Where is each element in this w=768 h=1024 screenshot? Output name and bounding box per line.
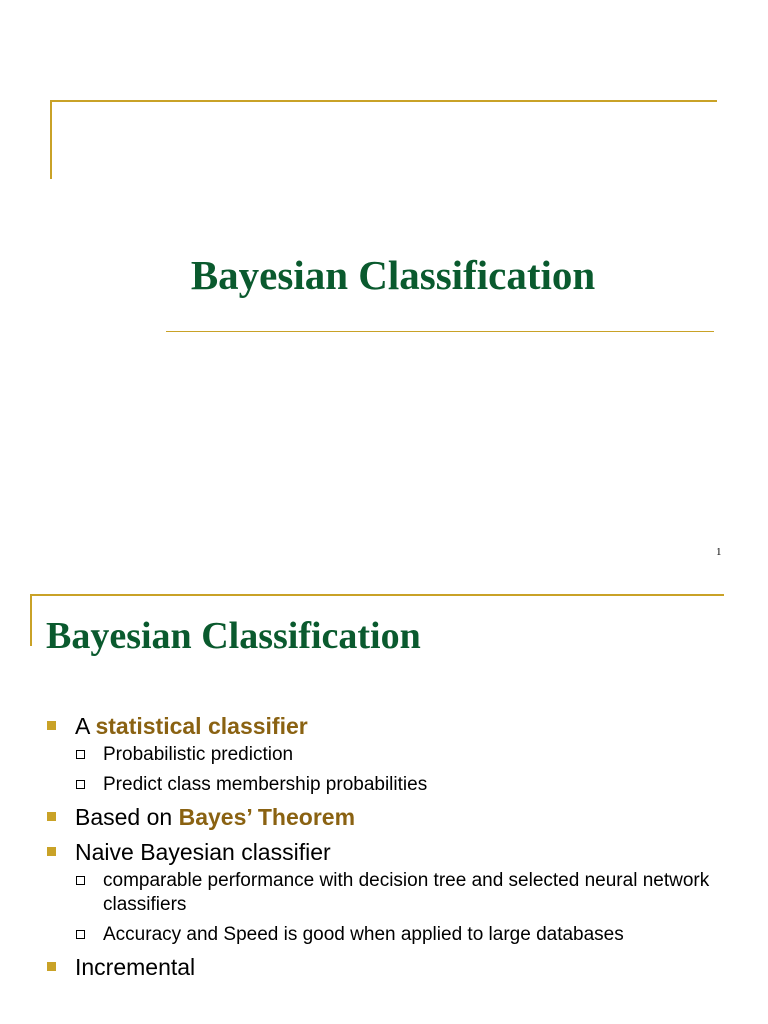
sub-bullet-item xyxy=(75,869,746,917)
sub-bullet-text: Predict class membership probabilities xyxy=(103,774,428,795)
hollow-square-bullet-icon xyxy=(76,780,85,789)
hollow-square-bullet-icon xyxy=(76,930,85,939)
bullet-text: A xyxy=(75,713,96,739)
content-slide xyxy=(0,582,768,1024)
hollow-square-bullet-icon xyxy=(76,750,85,759)
bullet-highlight: Bayes’ Theorem xyxy=(178,804,356,830)
bullet-item xyxy=(46,953,746,982)
square-bullet-icon xyxy=(47,721,56,730)
left-vertical-rule xyxy=(50,100,52,179)
left-vertical-rule xyxy=(30,594,32,646)
bullet-item xyxy=(46,712,746,797)
sub-bullet-list xyxy=(75,743,746,797)
sub-bullet-text: Probabilistic prediction xyxy=(103,744,294,765)
bullet-text: Incremental xyxy=(75,954,196,980)
sub-bullet-item xyxy=(75,743,746,767)
bullet-highlight: statistical classifier xyxy=(95,713,308,739)
sub-bullet-item xyxy=(75,773,746,797)
page-number: 1 xyxy=(716,546,722,558)
square-bullet-icon xyxy=(47,812,56,821)
bullet-item xyxy=(46,803,746,832)
bullet-text: Naive Bayesian classifier xyxy=(75,839,331,865)
hollow-square-bullet-icon xyxy=(76,876,85,885)
sub-bullet-list xyxy=(75,869,746,947)
sub-bullet-text: Accuracy and Speed is good when applied to large databases xyxy=(103,924,624,945)
bullet-text: Based on xyxy=(75,804,179,830)
bullet-list xyxy=(46,712,746,988)
title-underline-rule xyxy=(166,331,714,332)
bullet-item xyxy=(46,838,746,947)
top-horizontal-rule xyxy=(30,594,724,596)
square-bullet-icon xyxy=(47,847,56,856)
sub-bullet-item xyxy=(75,923,746,947)
slide-title: Bayesian Classification xyxy=(46,615,421,657)
square-bullet-icon xyxy=(47,962,56,971)
sub-bullet-text: comparable performance with decision tree and selected neural network classifiers xyxy=(103,870,710,915)
slide-title: Bayesian Classification xyxy=(190,252,596,298)
top-horizontal-rule xyxy=(50,100,717,102)
